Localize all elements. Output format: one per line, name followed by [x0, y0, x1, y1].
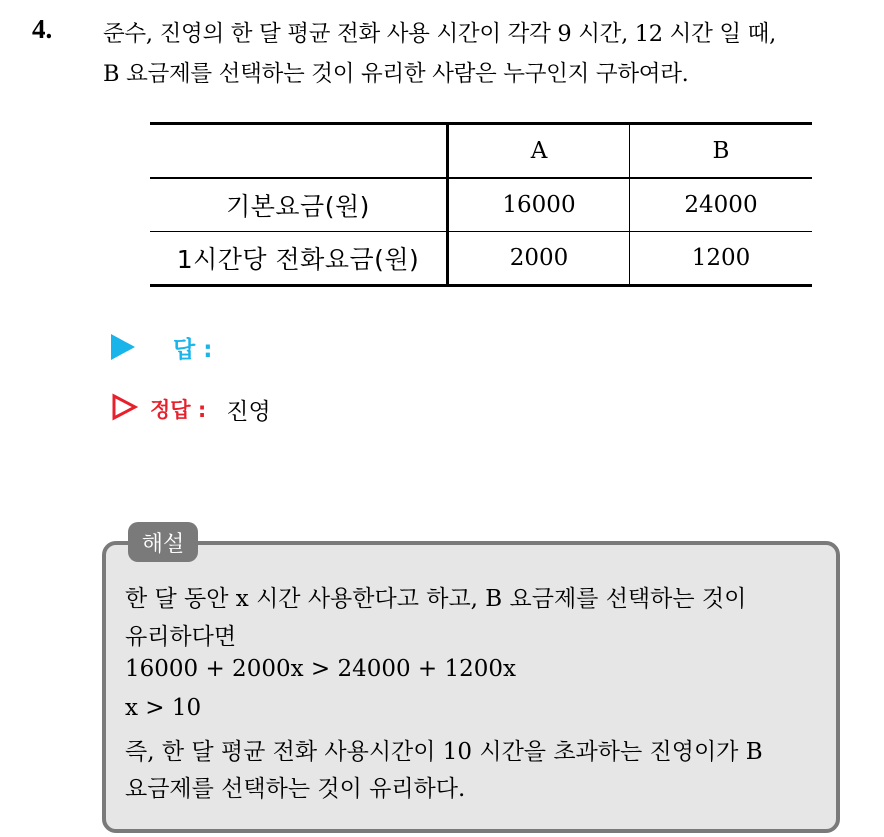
play-filled-icon: [111, 334, 135, 360]
play-outline-icon: [111, 393, 138, 425]
table-header-cell: [150, 124, 448, 179]
table-header-cell: B: [630, 124, 813, 179]
table-header-cell: A: [448, 124, 630, 179]
table-row: [150, 178, 812, 232]
rate-table: [150, 122, 812, 287]
table-row-label: 기본요금(원): [150, 178, 448, 232]
correct-answer-value: 진영: [226, 398, 271, 425]
correct-answer-row: [111, 392, 271, 426]
solution-tag: 해설: [128, 522, 198, 562]
table-header-row: [150, 124, 812, 179]
table-row: [150, 232, 812, 286]
solution-inequality: x > 10: [125, 695, 202, 721]
table-cell: 16000: [448, 178, 630, 232]
answer-row: [111, 332, 212, 362]
answer-label: 답 :: [173, 336, 213, 363]
table-cell: 1200: [630, 232, 813, 286]
solution-equation: 16000 + 2000x > 24000 + 1200x: [125, 656, 517, 682]
question-number: 4.: [32, 14, 53, 44]
table-row-label: 1시간당 전화요금(원): [150, 232, 448, 286]
solution-line: 요금제를 선택하는 것이 유리하다.: [125, 776, 466, 802]
table-cell: 24000: [630, 178, 813, 232]
question-text-line-1: 준수, 진영의 한 달 평균 전화 사용 시간이 각각 9 시간, 12 시간 일 때,: [103, 21, 776, 47]
table-cell: 2000: [448, 232, 630, 286]
solution-line: 즉, 한 달 평균 전화 사용시간이 10 시간을 초과하는 진영이가 B: [125, 739, 763, 765]
correct-answer-label: 정답 :: [150, 398, 207, 422]
solution-line: 한 달 동안 x 시간 사용한다고 하고, B 요금제를 선택하는 것이: [125, 586, 747, 612]
question-text-line-2: B 요금제를 선택하는 것이 유리한 사람은 누구인지 구하여라.: [103, 61, 689, 87]
solution-line: 유리하다면: [125, 624, 237, 650]
